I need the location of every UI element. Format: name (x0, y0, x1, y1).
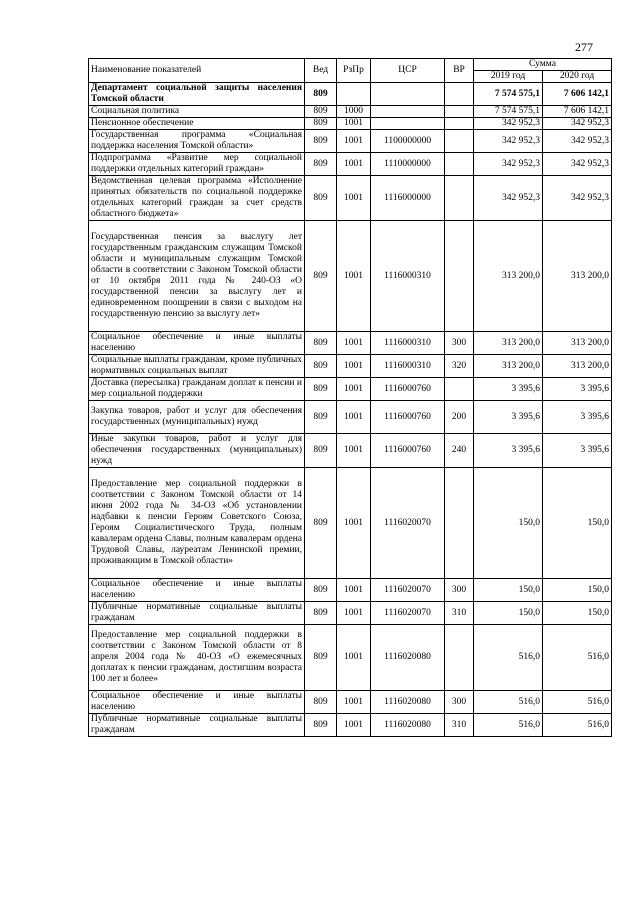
row-csr: 1116020080 (371, 714, 445, 737)
row-sum-2020: 342 952,3 (543, 153, 612, 176)
row-name: Ведомственная целевая программа «Исполнение принятых обязательств по социальной поддержке отдельных категорий граждан за счет средств областного бюджета» (89, 176, 305, 221)
table-row (89, 434, 612, 468)
row-name: Социальное обеспечение и иные выплаты населению (89, 691, 305, 714)
row-ved: 809 (305, 153, 337, 176)
header-year-2019: 2019 год (474, 71, 543, 83)
table-row (89, 355, 612, 378)
row-name: Социальная политика (89, 106, 305, 118)
row-sum-2020: 150,0 (543, 579, 612, 602)
row-name: Подпрограмма «Развитие мер социальной поддержки отдельных категорий граждан» (89, 153, 305, 176)
row-sum-2019: 150,0 (474, 602, 543, 625)
row-sum-2019: 313 200,0 (474, 221, 543, 332)
row-rzpr: 1001 (337, 118, 371, 130)
row-csr: 1116020070 (371, 602, 445, 625)
row-ved: 809 (305, 83, 337, 106)
row-vr (445, 83, 474, 106)
row-sum-2019: 313 200,0 (474, 332, 543, 355)
row-name: Доставка (пересылка) гражданам доплат к пенсии и мер социальной поддержки (89, 378, 305, 401)
table-row (89, 579, 612, 602)
row-ved: 809 (305, 714, 337, 737)
row-rzpr: 1001 (337, 468, 371, 579)
row-vr (445, 130, 474, 153)
row-csr: 1116020070 (371, 468, 445, 579)
row-rzpr: 1001 (337, 130, 371, 153)
row-sum-2019: 313 200,0 (474, 355, 543, 378)
row-vr (445, 153, 474, 176)
row-sum-2019: 516,0 (474, 691, 543, 714)
table-row (89, 625, 612, 691)
header-csr: ЦСР (371, 59, 445, 83)
row-ved: 809 (305, 332, 337, 355)
row-sum-2020: 516,0 (543, 691, 612, 714)
row-csr (371, 83, 445, 106)
row-rzpr: 1001 (337, 625, 371, 691)
row-name: Закупка товаров, работ и услуг для обеспечения государственных (муниципальных) нужд (89, 401, 305, 434)
row-name: Публичные нормативные социальные выплаты гражданам (89, 714, 305, 737)
row-rzpr: 1001 (337, 176, 371, 221)
row-csr: 1116020080 (371, 625, 445, 691)
table-row (89, 153, 612, 176)
row-sum-2020: 516,0 (543, 714, 612, 737)
table-row (89, 130, 612, 153)
row-name: Пенсионное обеспечение (89, 118, 305, 130)
header-rzpr: РзПр (337, 59, 371, 83)
row-sum-2020: 3 395,6 (543, 401, 612, 434)
row-rzpr: 1001 (337, 434, 371, 468)
row-csr (371, 118, 445, 130)
row-ved: 809 (305, 176, 337, 221)
row-csr: 1116000310 (371, 221, 445, 332)
row-ved: 809 (305, 118, 337, 130)
row-name: Социальное обеспечение и иные выплаты населению (89, 579, 305, 602)
table-row (89, 176, 612, 221)
row-vr: 300 (445, 691, 474, 714)
row-sum-2019: 3 395,6 (474, 434, 543, 468)
table-row (89, 602, 612, 625)
header-sum: Сумма (474, 59, 612, 71)
table-row (89, 714, 612, 737)
row-csr: 1116000760 (371, 378, 445, 401)
row-ved: 809 (305, 434, 337, 468)
row-csr: 1116000310 (371, 332, 445, 355)
page-number: 277 (575, 40, 593, 54)
row-ved: 809 (305, 378, 337, 401)
row-rzpr: 1001 (337, 355, 371, 378)
row-sum-2019: 516,0 (474, 625, 543, 691)
row-sum-2019: 7 574 575,1 (474, 106, 543, 118)
row-sum-2019: 150,0 (474, 468, 543, 579)
row-sum-2020: 516,0 (543, 625, 612, 691)
row-name: Социальные выплаты гражданам, кроме публичных нормативных социальных выплат (89, 355, 305, 378)
row-sum-2019: 342 952,3 (474, 118, 543, 130)
row-name: Государственная программа «Социальная поддержка населения Томской области» (89, 130, 305, 153)
row-sum-2020: 3 395,6 (543, 378, 612, 401)
row-ved: 809 (305, 355, 337, 378)
row-ved: 809 (305, 691, 337, 714)
row-rzpr: 1001 (337, 332, 371, 355)
table-row (89, 221, 612, 332)
row-csr: 1116000760 (371, 434, 445, 468)
row-csr: 1116000760 (371, 401, 445, 434)
row-ved: 809 (305, 625, 337, 691)
row-vr: 300 (445, 579, 474, 602)
row-name: Социальное обеспечение и иные выплаты населению (89, 332, 305, 355)
row-sum-2020: 150,0 (543, 468, 612, 579)
row-sum-2020: 342 952,3 (543, 130, 612, 153)
row-sum-2019: 342 952,3 (474, 130, 543, 153)
table-row (89, 118, 612, 130)
row-vr (445, 176, 474, 221)
row-ved: 809 (305, 130, 337, 153)
row-rzpr: 1001 (337, 401, 371, 434)
row-sum-2019: 7 574 575,1 (474, 83, 543, 106)
header-vr: ВР (445, 59, 474, 83)
row-rzpr: 1001 (337, 378, 371, 401)
row-name: Предоставление мер социальной поддержки в соответствии с Законом Томской области от 14 июня 2002 года № 34-ОЗ «Об установлении надбавки к пенсии Героям Советского Союза, Героям Социалистического Труда, полным кавалерам ордена Славы, полным кавалерам ордена Трудовой Славы, лауреатам Ленинской премии, проживающим в Томской области» (89, 468, 305, 579)
row-rzpr: 1001 (337, 579, 371, 602)
row-ved: 809 (305, 401, 337, 434)
row-rzpr (337, 83, 371, 106)
row-sum-2019: 342 952,3 (474, 153, 543, 176)
row-ved: 809 (305, 106, 337, 118)
row-vr (445, 106, 474, 118)
row-vr: 240 (445, 434, 474, 468)
row-rzpr: 1001 (337, 221, 371, 332)
table-row (89, 106, 612, 118)
row-name: Государственная пенсия за выслугу лет государственным гражданским служащим Томской области и муниципальным служащим Томской области в соответствии с Законом Томской области от 10 октября 2011 года № 240-ОЗ «О государственной пенсии за выслугу лет и единовременном поощрении в связи с выходом на государственную пенсию за выслугу лет» (89, 221, 305, 332)
table-body (89, 83, 612, 737)
table-row (89, 691, 612, 714)
row-csr: 1116000310 (371, 355, 445, 378)
row-csr: 1110000000 (371, 153, 445, 176)
row-csr: 1116020080 (371, 691, 445, 714)
row-sum-2020: 313 200,0 (543, 332, 612, 355)
row-sum-2019: 516,0 (474, 714, 543, 737)
row-ved: 809 (305, 602, 337, 625)
header-name: Наименование показателей (89, 59, 305, 83)
row-sum-2020: 150,0 (543, 602, 612, 625)
row-sum-2020: 313 200,0 (543, 221, 612, 332)
row-sum-2019: 150,0 (474, 579, 543, 602)
row-vr: 310 (445, 602, 474, 625)
row-sum-2019: 342 952,3 (474, 176, 543, 221)
row-ved: 809 (305, 468, 337, 579)
header-year-2020: 2020 год (543, 71, 612, 83)
header-ved: Вед (305, 59, 337, 83)
row-csr: 1100000000 (371, 130, 445, 153)
table-row (89, 468, 612, 579)
row-name: Иные закупки товаров, работ и услуг для обеспечения государственных (муниципальных) нужд (89, 434, 305, 468)
row-vr (445, 118, 474, 130)
row-sum-2020: 7 606 142,1 (543, 83, 612, 106)
row-rzpr: 1001 (337, 714, 371, 737)
row-vr: 200 (445, 401, 474, 434)
table-row (89, 332, 612, 355)
row-vr (445, 221, 474, 332)
row-vr: 300 (445, 332, 474, 355)
row-name: Публичные нормативные социальные выплаты гражданам (89, 602, 305, 625)
row-rzpr: 1001 (337, 602, 371, 625)
budget-table (88, 58, 612, 737)
row-name: Предоставление мер социальной поддержки в соответствии с Законом Томской области от 8 апреля 2004 года № 40-ОЗ «О ежемесячных доплатах к пенсии гражданам, достигшим возраста 100 лет и более» (89, 625, 305, 691)
row-sum-2020: 342 952,3 (543, 176, 612, 221)
row-rzpr: 1000 (337, 106, 371, 118)
table-row (89, 378, 612, 401)
row-csr (371, 106, 445, 118)
row-vr (445, 625, 474, 691)
row-rzpr: 1001 (337, 153, 371, 176)
row-vr (445, 378, 474, 401)
row-vr: 320 (445, 355, 474, 378)
row-ved: 809 (305, 221, 337, 332)
row-sum-2020: 3 395,6 (543, 434, 612, 468)
row-sum-2019: 3 395,6 (474, 378, 543, 401)
table-row (89, 401, 612, 434)
row-sum-2019: 3 395,6 (474, 401, 543, 434)
row-sum-2020: 313 200,0 (543, 355, 612, 378)
row-csr: 1116000000 (371, 176, 445, 221)
row-csr: 1116020070 (371, 579, 445, 602)
row-rzpr: 1001 (337, 691, 371, 714)
row-sum-2020: 7 606 142,1 (543, 106, 612, 118)
row-vr (445, 468, 474, 579)
row-name: Департамент социальной защиты населения Томской области (89, 83, 305, 106)
table-row (89, 83, 612, 106)
row-ved: 809 (305, 579, 337, 602)
row-sum-2020: 342 952,3 (543, 118, 612, 130)
row-vr: 310 (445, 714, 474, 737)
